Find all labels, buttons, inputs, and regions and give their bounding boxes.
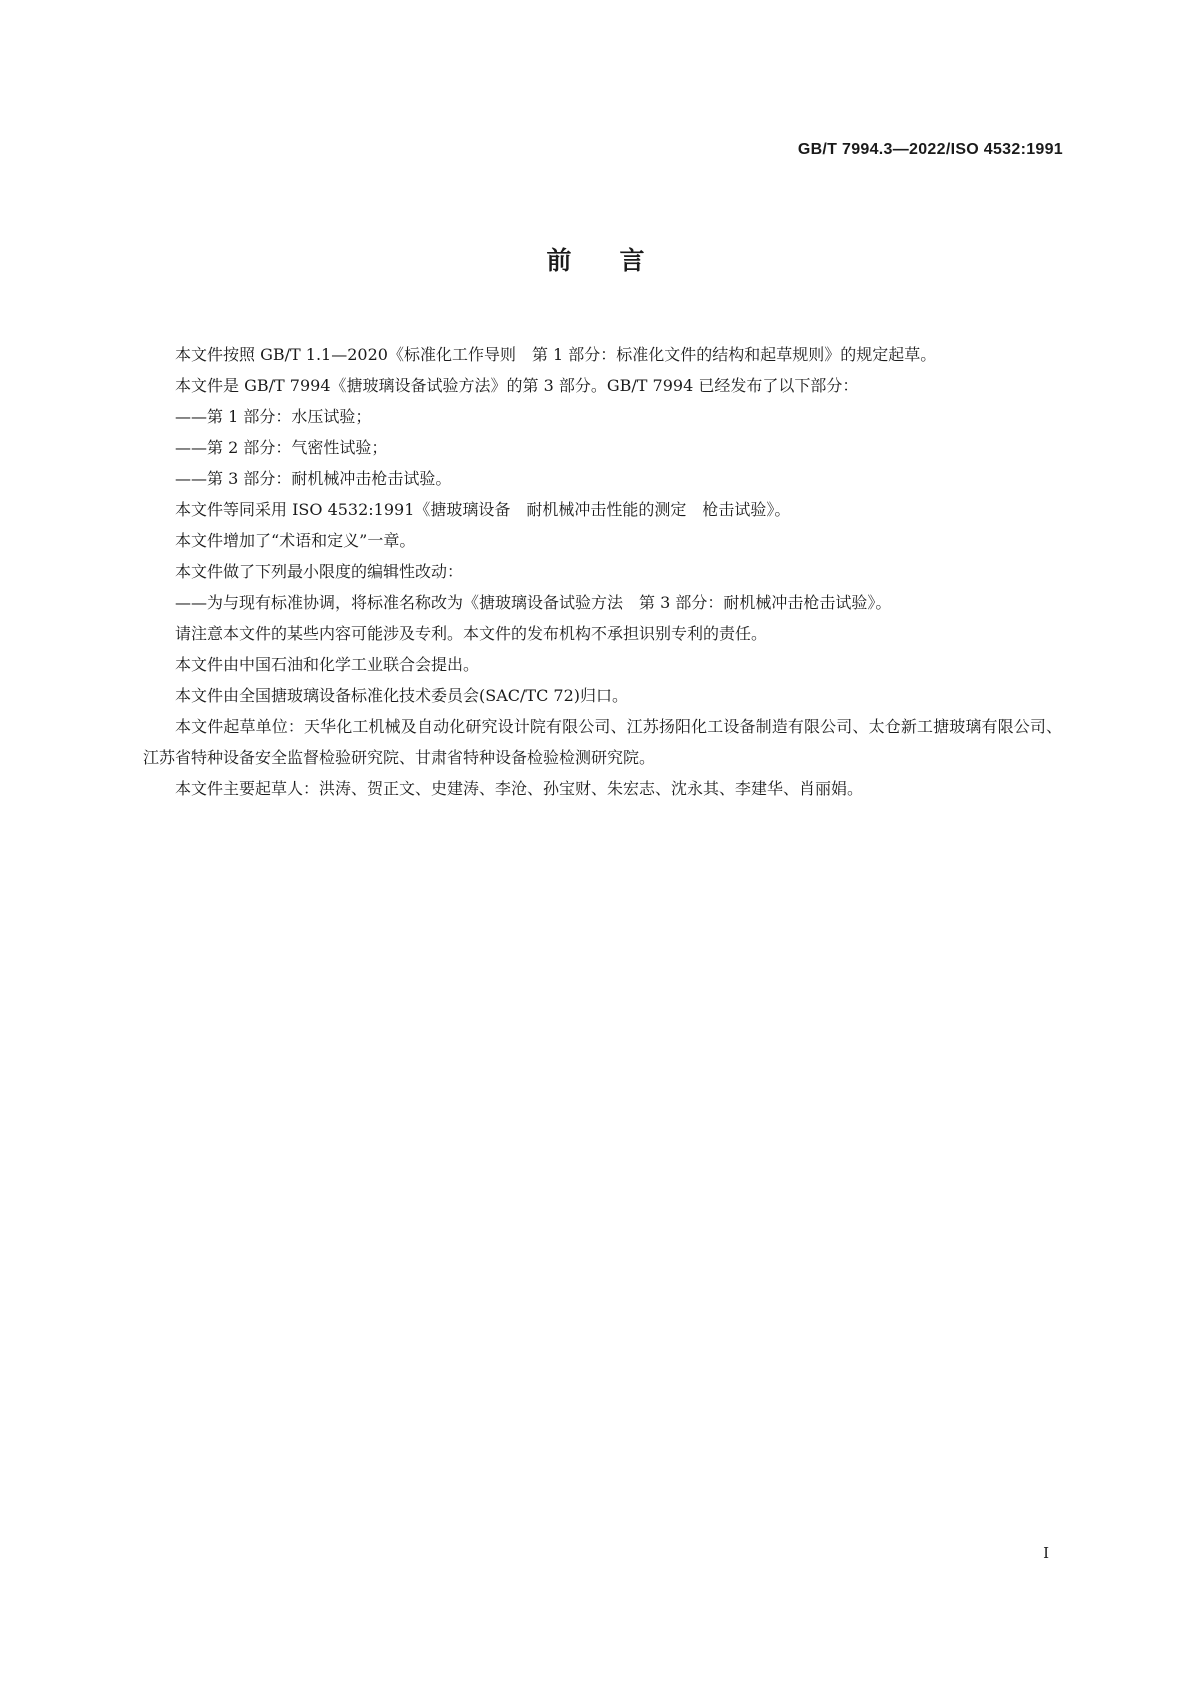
list-item-part-3: ——第 3 部分：耐机械冲击枪击试验。 xyxy=(175,469,452,488)
list-item-part-1: ——第 1 部分：水压试验； xyxy=(175,407,372,426)
paragraph-terms-added: 本文件增加了“术语和定义”一章。 xyxy=(175,531,416,550)
paragraph-iso-adoption: 本文件等同采用 ISO 4532:1991《搪玻璃设备 耐机械冲击性能的测定 枪击试验》。 xyxy=(175,500,791,519)
paragraph-patent-notice: 请注意本文件的某些内容可能涉及专利。本文件的发布机构不承担识别专利的责任。 xyxy=(175,624,768,643)
page-number: I xyxy=(1043,1544,1049,1562)
list-item-part-2: ——第 2 部分：气密性试验； xyxy=(175,438,388,457)
paragraph-series-intro: 本文件是 GB/T 7994《搪玻璃设备试验方法》的第 3 部分。GB/T 7994 已经发布了以下部分： xyxy=(175,376,859,395)
paragraph-drafting-units: 本文件起草单位：天华化工机械及自动化研究设计院有限公司、江苏扬阳化工设备制造有限公司、太仓新工搪玻璃有限公司、江苏省特种设备安全监督检验研究院、甘肃省特种设备检验检测研究院。 xyxy=(143,717,1062,767)
paragraph-technical-committee: 本文件由全国搪玻璃设备标准化技术委员会(SAC/TC 72)归口。 xyxy=(175,686,628,705)
preface-body xyxy=(143,339,1062,804)
paragraph-drafting-rules: 本文件按照 GB/T 1.1—2020《标准化工作导则 第 1 部分：标准化文件的结构和起草规则》的规定起草。 xyxy=(175,345,937,364)
paragraph-drafters: 本文件主要起草人：洪涛、贺正文、史建涛、李沧、孙宝财、朱宏志、沈永其、李建华、肖丽娟。 xyxy=(175,779,864,798)
paragraph-proposed-by: 本文件由中国石油和化学工业联合会提出。 xyxy=(175,655,480,674)
paragraph-editorial-changes: 本文件做了下列最小限度的编辑性改动： xyxy=(175,562,464,581)
list-item-title-change: ——为与现有标准协调，将标准名称改为《搪玻璃设备试验方法 第 3 部分：耐机械冲击枪击试验》。 xyxy=(175,593,892,612)
page-title: 前言 xyxy=(546,246,693,275)
standard-code-header: GB/T 7994.3—2022/ISO 4532:1991 xyxy=(797,141,1063,158)
